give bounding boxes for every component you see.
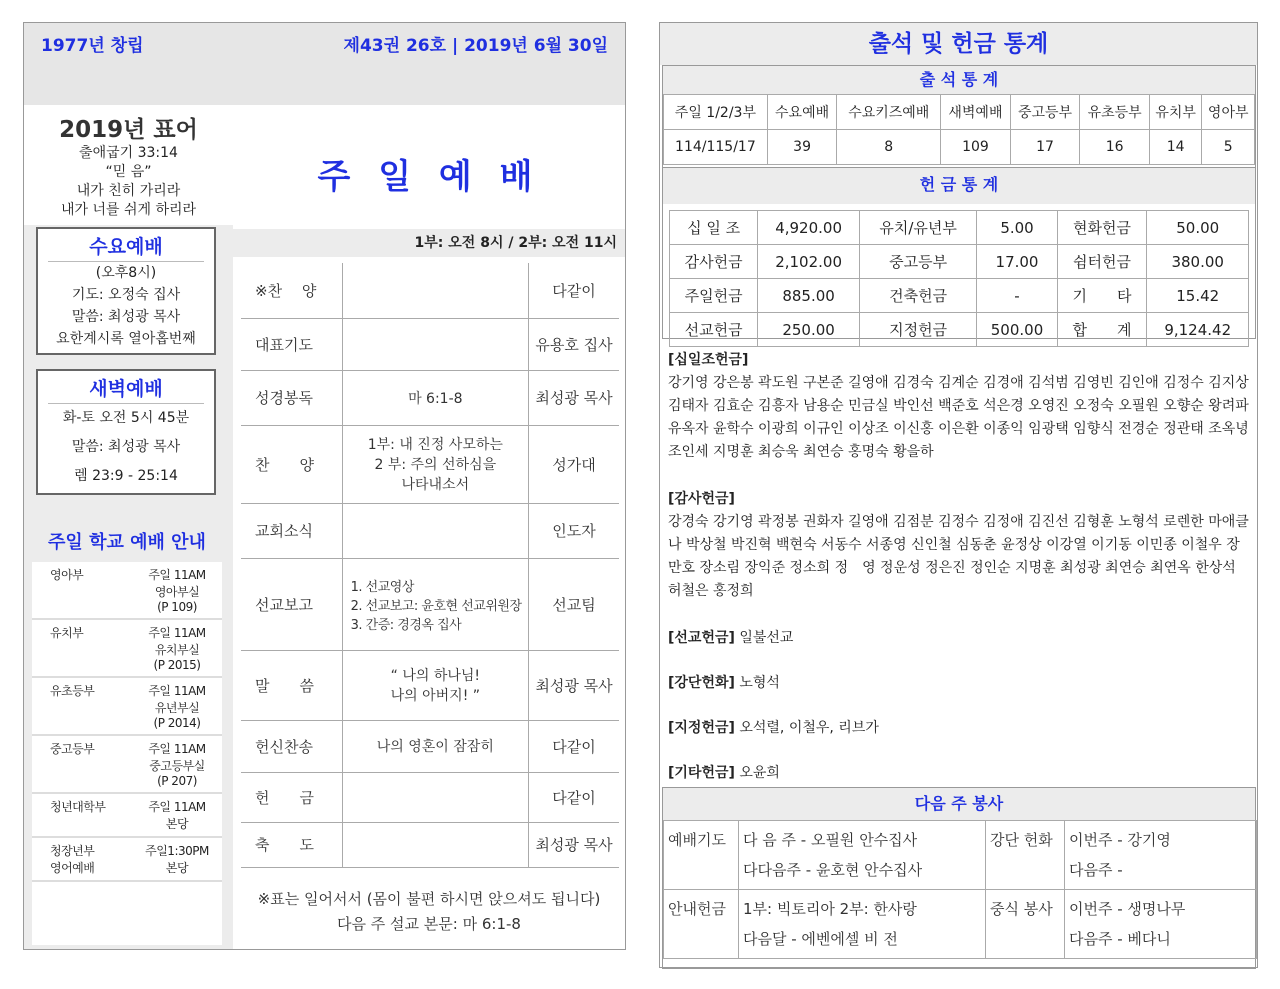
motto-verse-ref: 출애굽기 33:14	[79, 145, 178, 161]
stats-page	[659, 22, 1258, 968]
order-leader: 다같이	[529, 772, 619, 822]
order-item: 대표기도	[241, 318, 342, 370]
offering-amount: 2,102.00	[758, 245, 860, 279]
order-item: 헌신찬송	[241, 720, 342, 772]
school-row	[32, 735, 222, 793]
attendance-header: 유초등부	[1080, 95, 1150, 130]
order-content: 마 6:1-8	[342, 370, 528, 425]
wednesday-time: (오후8시)	[95, 265, 157, 281]
school-info-line: 유년부실	[154, 701, 200, 715]
offering-label: 중고등부	[859, 245, 977, 279]
order-row	[241, 720, 619, 772]
school-row	[32, 793, 222, 837]
attendance-title: 출 석 통 계	[663, 66, 1255, 94]
next-week-title: 다음 주 봉사	[663, 788, 1255, 820]
offering-amount: -	[977, 279, 1057, 313]
next-week-service	[662, 787, 1256, 969]
school-info-line: 중고등부실	[149, 759, 205, 773]
order-item: 찬 양	[241, 425, 342, 503]
attendance-header: 주일 1/2/3부	[664, 95, 768, 130]
designated-names: 오석렬, 이철우, 리브가	[734, 720, 879, 736]
year-motto	[24, 105, 233, 225]
attendance-value: 39	[767, 130, 837, 165]
order-item: 말 씀	[241, 650, 342, 720]
school-info-line: (P 2015)	[153, 658, 201, 672]
next-sermon-text: 다음 주 설교 본문: 마 6:1-8	[337, 915, 521, 933]
offering-amount: 380.00	[1147, 245, 1249, 279]
school-info-line: (P 2014)	[153, 716, 201, 730]
order-leader: 다같이	[529, 720, 619, 772]
flower-line: 다음주 -	[1069, 861, 1123, 879]
school-info-line: 영아부실	[154, 585, 200, 599]
attendance-header: 중고등부	[1010, 95, 1080, 130]
sunday-school-guide	[32, 520, 222, 945]
order-content	[342, 772, 528, 822]
thanks-label: [감사헌금]	[668, 491, 735, 507]
standing-note: ※표는 일어서서 (몸이 불편 하시면 앉으셔도 됩니다)	[257, 890, 601, 908]
order-row	[241, 822, 619, 867]
offering-label: 쉼터헌금	[1057, 245, 1147, 279]
meal-line: 이번주 - 생명나무	[1069, 900, 1186, 918]
order-leader: 선교팀	[529, 558, 619, 650]
school-info	[132, 619, 222, 677]
offering-label: 현화헌금	[1057, 211, 1147, 245]
designated-label: [지정헌금]	[668, 720, 735, 736]
sidebar	[24, 105, 233, 949]
usher-cell	[739, 890, 986, 959]
dawn-title: 새벽예배	[48, 371, 204, 404]
school-dept: 중고등부	[32, 735, 132, 793]
offering-amount: 9,124.42	[1147, 313, 1249, 347]
order-leader: 최성광 목사	[529, 650, 619, 720]
school-dept: 유초등부	[32, 677, 132, 735]
order-of-worship	[241, 263, 619, 868]
order-row	[241, 503, 619, 558]
offering-amount: 4,920.00	[758, 211, 860, 245]
offering-label: 감사헌금	[670, 245, 758, 279]
thanks-names: 강경숙 강기영 곽정봉 권화자 길영애 김점분 김정수 김정애 김진선 김형훈 노형석 로렌한 마애클나 박상철 박진혁 백현숙 서동수 서종영 신인철 심동춘 윤정상 이강열 이기동 이민종 이철우 장만호 장소림 장익준 정소희 정 영 정운성 정은진 정인순 지명훈 최성광 최연승 최연옥 한상석 허철은 홍정희	[668, 514, 1249, 599]
order-item: 성경봉독	[241, 370, 342, 425]
dawn-service-box	[36, 369, 216, 495]
altar-donors	[668, 672, 1250, 695]
school-info	[132, 735, 222, 793]
school-dept: 유치부	[32, 619, 132, 677]
offering-amount: 50.00	[1147, 211, 1249, 245]
designated-donors	[668, 717, 1250, 740]
school-row	[32, 837, 222, 881]
school-info-line: 유치부실	[154, 643, 200, 657]
school-info-line: 본당	[165, 861, 189, 875]
school-row	[32, 619, 222, 677]
attendance-table	[663, 94, 1255, 165]
offering-amount: 250.00	[758, 313, 860, 347]
school-info	[132, 793, 222, 837]
attendance-value: 109	[941, 130, 1011, 165]
wednesday-prayer: 기도: 오정숙 집사	[71, 287, 181, 303]
donor-list	[662, 345, 1256, 781]
offering-amount: 15.42	[1147, 279, 1249, 313]
attendance-header: 수요예배	[767, 95, 837, 130]
school-info-line: 주일1:30PM	[145, 844, 209, 858]
wednesday-text: 요한계시록 열아홉번째	[56, 331, 196, 347]
attendance-value: 114/115/17	[664, 130, 768, 165]
other-names: 오윤희	[734, 765, 780, 781]
school-info-line: 본당	[165, 817, 189, 831]
meal-cell	[1065, 890, 1257, 959]
motto-title: 2019년 표어	[59, 117, 198, 143]
flower-label: 강단 헌화	[986, 821, 1065, 890]
usher-label: 안내헌금	[664, 890, 739, 959]
meal-line: 다음주 - 베다니	[1069, 930, 1171, 948]
issue-label: 제43권 26호 | 2019년 6월 30일	[343, 36, 608, 56]
dawn-sermon: 말씀: 최성광 목사	[71, 439, 181, 455]
flower-cell	[1065, 821, 1257, 890]
stats-title: 출석 및 헌금 통계	[660, 23, 1257, 65]
mission-names: 일불선교	[734, 630, 794, 646]
order-item: 축 도	[241, 822, 342, 867]
order-leader: 인도자	[529, 503, 619, 558]
sunday-school-title: 주일 학교 예배 안내	[32, 520, 222, 562]
order-row	[241, 425, 619, 503]
attendance-value: 5	[1202, 130, 1255, 165]
mission-donors	[668, 627, 1250, 650]
attendance-header: 수요키즈예배	[837, 95, 941, 130]
school-row	[32, 562, 222, 619]
offering-amount: 17.00	[977, 245, 1057, 279]
offering-label: 합 계	[1057, 313, 1147, 347]
order-content: 나의 영혼이 잠잠히	[342, 720, 528, 772]
order-content	[342, 263, 528, 318]
prayer-label: 예배기도	[664, 821, 739, 890]
altar-label: [강단헌화]	[668, 675, 735, 691]
school-info-line: (P 207)	[157, 774, 197, 788]
thanks-donors	[668, 488, 1250, 603]
dawn-time: 화-토 오전 5시 45분	[62, 410, 190, 426]
other-donors	[668, 762, 1250, 785]
attendance-header: 영아부	[1202, 95, 1255, 130]
prayer-line: 다 음 주 - 오필원 안수집사	[743, 831, 918, 849]
offering-label: 선교헌금	[670, 313, 758, 347]
school-dept: 청년대학부	[32, 793, 132, 837]
order-row	[241, 318, 619, 370]
tithe-names: 강기영 강은봉 곽도원 구본준 길영애 김경숙 김계순 김경애 김석범 김영빈 김인애 김정수 김지상 김태자 김효순 김흥자 남용순 민금실 박인선 백준호 석은경 오영진 오정숙 오필원 오향순 왕려파 유옥자 윤학수 이광희 이규인 이상조 이신홍 이은환 이종익 임광택 임향식 전경순 정관태 조옥녕 조인세 지명훈 최승욱 최연승 홍명숙 황을하	[668, 375, 1249, 460]
order-leader: 다같이	[529, 263, 619, 318]
school-info	[132, 837, 222, 881]
school-info-line: 주일 11AM	[148, 684, 206, 698]
order-leader: 유용호 집사	[529, 318, 619, 370]
school-info-line: 주일 11AM	[148, 626, 206, 640]
order-item: 선교보고	[241, 558, 342, 650]
bulletin-header	[24, 23, 625, 105]
flower-line: 이번주 - 강기영	[1069, 831, 1171, 849]
founded-label: 1977년 창립	[41, 36, 144, 56]
order-leader: 성가대	[529, 425, 619, 503]
order-item: 헌 금	[241, 772, 342, 822]
offering-row	[670, 211, 1249, 245]
wednesday-title: 수요예배	[48, 229, 204, 262]
offering-label: 십 일 조	[670, 211, 758, 245]
order-content	[342, 318, 528, 370]
offering-label: 주일헌금	[670, 279, 758, 313]
service-title: 주 일 예 배	[317, 157, 541, 197]
school-info	[132, 562, 222, 619]
offering-label: 지정헌금	[859, 313, 977, 347]
meal-label: 중식 봉사	[986, 890, 1065, 959]
altar-names: 노형석	[734, 675, 780, 691]
offering-amount: 5.00	[977, 211, 1057, 245]
service-note	[233, 887, 625, 937]
prayer-line: 다다음주 - 윤호현 안수집사	[743, 861, 923, 879]
usher-line: 다음달 - 에벤에셀 비 전	[743, 930, 898, 948]
wednesday-sermon: 말씀: 최성광 목사	[71, 309, 181, 325]
order-leader: 최성광 목사	[529, 822, 619, 867]
motto-keyword: “믿 음”	[105, 164, 152, 180]
tithe-donors	[668, 349, 1250, 464]
offering-label: 건축헌금	[859, 279, 977, 313]
order-row	[241, 650, 619, 720]
dawn-text: 렘 23:9 - 25:14	[74, 468, 178, 484]
order-item: 교회소식	[241, 503, 342, 558]
offering-table	[669, 210, 1249, 347]
order-row	[241, 558, 619, 650]
motto-line: 내가 친히 가리라	[76, 183, 181, 199]
service-times: 1부: 오전 8시 / 2부: 오전 11시	[233, 229, 625, 257]
sunday-school-table	[32, 562, 222, 882]
bulletin-cover-page	[23, 22, 626, 950]
prayer-cell	[739, 821, 986, 890]
order-content	[342, 503, 528, 558]
order-row	[241, 370, 619, 425]
mission-label: [선교헌금]	[668, 630, 735, 646]
offering-title: 헌 금 통 계	[663, 168, 1255, 204]
school-info-line: 주일 11AM	[148, 800, 206, 814]
school-dept: 청장년부 영어예배	[32, 837, 132, 881]
order-row	[241, 772, 619, 822]
order-content: 1부: 내 진정 사모하는 2 부: 주의 선하심을 나타내소서	[342, 425, 528, 503]
offering-label: 기 타	[1057, 279, 1147, 313]
school-info-line: 주일 11AM	[148, 568, 206, 582]
offering-amount: 885.00	[758, 279, 860, 313]
motto-line: 내가 너를 쉬게 하리라	[60, 202, 197, 218]
attendance-header: 새벽예배	[941, 95, 1011, 130]
order-leader: 최성광 목사	[529, 370, 619, 425]
attendance-header: 유치부	[1149, 95, 1202, 130]
wednesday-service-box	[36, 227, 216, 355]
sunday-service-section	[233, 105, 625, 949]
school-row	[32, 677, 222, 735]
offering-row	[670, 279, 1249, 313]
order-row	[241, 263, 619, 318]
order-content: 1. 선교영상 2. 선교보고: 윤호현 선교위원장 3. 간증: 경경옥 집사	[342, 558, 528, 650]
school-info	[132, 677, 222, 735]
next-week-table	[663, 820, 1257, 959]
offering-amount: 500.00	[977, 313, 1057, 347]
offering-row	[670, 313, 1249, 347]
school-info-line: (P 109)	[157, 600, 197, 614]
order-content	[342, 822, 528, 867]
tithe-label: [십일조헌금]	[668, 352, 749, 368]
attendance-value: 8	[837, 130, 941, 165]
attendance-value: 14	[1149, 130, 1202, 165]
offering-section	[662, 167, 1256, 339]
order-item: ※찬 양	[241, 263, 342, 318]
attendance-value: 17	[1010, 130, 1080, 165]
usher-line: 1부: 빅토리아 2부: 한사랑	[743, 900, 917, 918]
offering-label: 유치/유년부	[859, 211, 977, 245]
offering-row	[670, 245, 1249, 279]
other-label: [기타헌금]	[668, 765, 735, 781]
school-dept: 영아부	[32, 562, 132, 619]
attendance-value: 16	[1080, 130, 1150, 165]
order-content: “ 나의 하나님! 나의 아버지! ”	[342, 650, 528, 720]
school-info-line: 주일 11AM	[148, 742, 206, 756]
